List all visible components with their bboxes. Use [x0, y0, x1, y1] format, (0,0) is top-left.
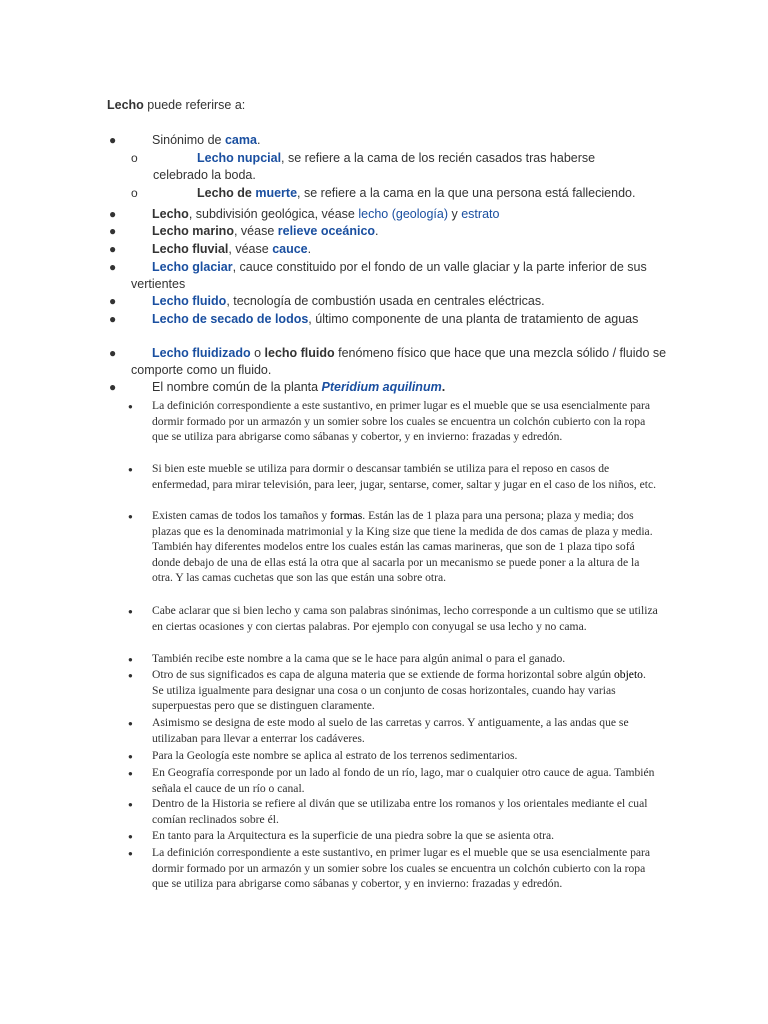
list-item-lecho-fluidizado [107, 345, 667, 379]
link-relieve-oceanico[interactable]: relieve oceánico [277, 224, 376, 238]
definition-text: En tanto para la Arquitectura es la superficie de una piedra sobre la que se asienta otra. [152, 829, 555, 842]
item-text: , se refiere a la cama de los recién casados tras haberse celebrado la boda. [153, 151, 596, 182]
definition-item [128, 667, 658, 714]
bullet: ● [109, 242, 117, 256]
list-item-lecho-fluido [107, 293, 667, 310]
definition-item [128, 461, 658, 492]
bullet: ● [109, 224, 117, 238]
item-text: , subdivisión geológica, véase [188, 207, 359, 221]
bullet: ● [128, 671, 133, 680]
bullet: o [131, 186, 138, 200]
bullet: ● [128, 832, 133, 841]
list-item-lecho-de-muerte [131, 185, 691, 202]
bullet: ● [128, 465, 133, 474]
link-lecho-glaciar[interactable]: Lecho glaciar [152, 260, 233, 274]
item-text: fenómeno físico que hace que una mezcla sólido / fluido se comporte como un fluido. [131, 346, 667, 377]
bullet: ● [128, 655, 133, 664]
link-cauce[interactable]: cauce [272, 242, 308, 256]
intro-line [107, 98, 245, 112]
link-cama[interactable]: cama [224, 133, 257, 147]
item-text: o [250, 346, 265, 360]
link-estrato[interactable]: estrato [461, 207, 500, 221]
definition-item [128, 398, 658, 445]
item-term: Lecho [152, 207, 189, 221]
definition-text: En Geografía corresponde por un lado al fondo de un río, lago, mar o cualquier otro cauce de agua. También señala el cauce de un río o canal. [152, 766, 655, 795]
item-text: Sinónimo de [152, 133, 225, 147]
link-muerte[interactable]: muerte [255, 186, 298, 200]
list-item-lecho-fluvial [107, 241, 667, 258]
link-objeto[interactable]: objeto [613, 668, 643, 681]
bullet: ● [128, 849, 133, 858]
definition-item [128, 796, 658, 827]
item-text: , tecnología de combustión usada en centrales eléctricas. [226, 294, 545, 308]
link-lecho-fluidizado[interactable]: Lecho fluidizado [152, 346, 251, 360]
bullet: ● [128, 769, 133, 778]
item-text: . [256, 133, 261, 147]
item-text: , véase [233, 224, 278, 238]
item-text: . [375, 224, 379, 238]
definition-item [128, 603, 658, 634]
link-pteridium-aquilinum[interactable]: Pteridium aquilinum [321, 380, 442, 394]
link-lecho-fluido[interactable]: Lecho fluido [152, 294, 227, 308]
bullet: o [131, 151, 138, 165]
definition-item [128, 748, 658, 764]
item-text: , se refiere a la cama en la que una persona está falleciendo. [297, 186, 636, 200]
definition-text: Cabe aclarar que si bien lecho y cama son palabras sinónimas, lecho corresponde a un cultismo que se utiliza en ciertas ocasiones y con ciertas palabras. Por ejemplo con conyugal se usa lecho y no cama. [152, 604, 658, 633]
bullet: ● [128, 800, 133, 809]
definition-text: También recibe este nombre a la cama que se le hace para algún animal o para el ganado. [152, 652, 566, 665]
bullet: ● [109, 312, 117, 326]
list-item-lecho-geologia [107, 206, 667, 223]
bullet: ● [128, 512, 133, 521]
item-text: . [307, 242, 312, 256]
list-item-cama [107, 132, 667, 149]
list-item-lecho-glaciar [107, 259, 667, 293]
bullet: ● [109, 133, 117, 147]
definition-item [128, 651, 658, 667]
list-item-lecho-marino [107, 223, 667, 240]
bullet: ● [109, 260, 117, 274]
bullet: ● [128, 752, 133, 761]
definition-item [128, 828, 658, 844]
item-text: y [448, 207, 462, 221]
definition-text: Existen camas de todos los tamaños y [152, 509, 331, 522]
definition-text: . Están las de 1 plaza para una persona; plaza y media; dos plazas que es la denominada matrimonial y la King size que tiene la medida de dos camas de plaza y media. También hay diferentes modelos entre los cuales están las camas marineras, que son de 1 plaza tipo sofá donde debajo de una de ellas está la otra que al sacarla por un mecanismo se puede poner a la altura de la otra. Y las camas cuchetas que son las que están una sobre otra. [152, 509, 653, 584]
link-formas[interactable]: formas [330, 509, 363, 522]
intro-text: puede referirse a: [143, 98, 246, 112]
link-lecho-secado-lodos[interactable]: Lecho de secado de lodos [152, 312, 309, 326]
intro-term: Lecho [107, 98, 144, 112]
bullet: ● [128, 607, 133, 616]
bullet: ● [109, 294, 117, 308]
bullet: ● [109, 346, 117, 360]
item-term: Lecho marino [152, 224, 234, 238]
link-lecho-nupcial[interactable]: Lecho nupcial [197, 151, 282, 165]
list-item-lecho-nupcial [131, 150, 651, 184]
definition-text: La definición correspondiente a este sustantivo, en primer lugar es el mueble que se usa esencialmente para dormir formado por un armazón y un somier sobre los cuales se encuentra un colchón cubierto con la ropa que se utiliza para abrigarse como sábanas y cobertor, y en invierno: frazadas y edredón. [152, 846, 651, 890]
bullet: ● [109, 207, 117, 221]
item-text: , último componente de una planta de tratamiento de aguas [308, 312, 639, 326]
definition-item [128, 715, 658, 746]
definition-item [128, 508, 658, 586]
definition-item [128, 845, 658, 892]
list-item-lecho-secado-lodos [107, 311, 667, 328]
item-term: Lecho de [197, 186, 256, 200]
item-text: . [441, 380, 446, 394]
item-text: , véase [228, 242, 273, 256]
definition-text: Si bien este mueble se utiliza para dormir o descansar también se utiliza para el reposo en casos de enfermedad, para mirar televisión, para leer, jugar, sentarse, comer, saltar y jugar en el caso de los niños, etc. [152, 462, 657, 491]
list-item-pteridium [107, 379, 667, 396]
definition-text: Para la Geología este nombre se aplica al estrato de los terrenos sedimentarios. [152, 749, 518, 762]
definition-text: Dentro de la Historia se refiere al diván que se utilizaba entre los romanos y los orientales mediante el cual comían reclinados sobre él. [152, 797, 648, 826]
bullet: ● [128, 402, 133, 411]
item-text: El nombre común de la planta [152, 380, 322, 394]
definition-text: Asimismo se designa de este modo al suelo de las carretas y carros. Y antiguamente, a las andas que se utilizaban para llevar a enterrar los cadáveres. [152, 716, 629, 745]
definition-text: Otro de sus significados es capa de alguna materia que se extiende de forma horizontal sobre algún [152, 668, 614, 681]
bullet: ● [109, 380, 117, 394]
item-term: lecho fluido [264, 346, 335, 360]
definition-text: . Se utiliza igualmente para designar una cosa o un conjunto de cosas horizontales, cuando hay varias superpuestas pero que se distinguen claramente. [152, 668, 646, 712]
item-text: , cauce constituido por el fondo de un valle glaciar y la parte inferior de sus vertientes [131, 260, 647, 291]
bullet: ● [128, 719, 133, 728]
definition-item [128, 765, 658, 796]
link-lecho-geologia[interactable]: lecho (geología) [358, 207, 449, 221]
item-term: Lecho fluvial [152, 242, 229, 256]
definition-text: La definición correspondiente a este sustantivo, en primer lugar es el mueble que se usa esencialmente para dormir formado por un armazón y un somier sobre los cuales se encuentra un colchón cubierto con la ropa que se utiliza para abrigarse como sábanas y cobertor, y en invierno: frazadas y edredón. [152, 399, 651, 443]
